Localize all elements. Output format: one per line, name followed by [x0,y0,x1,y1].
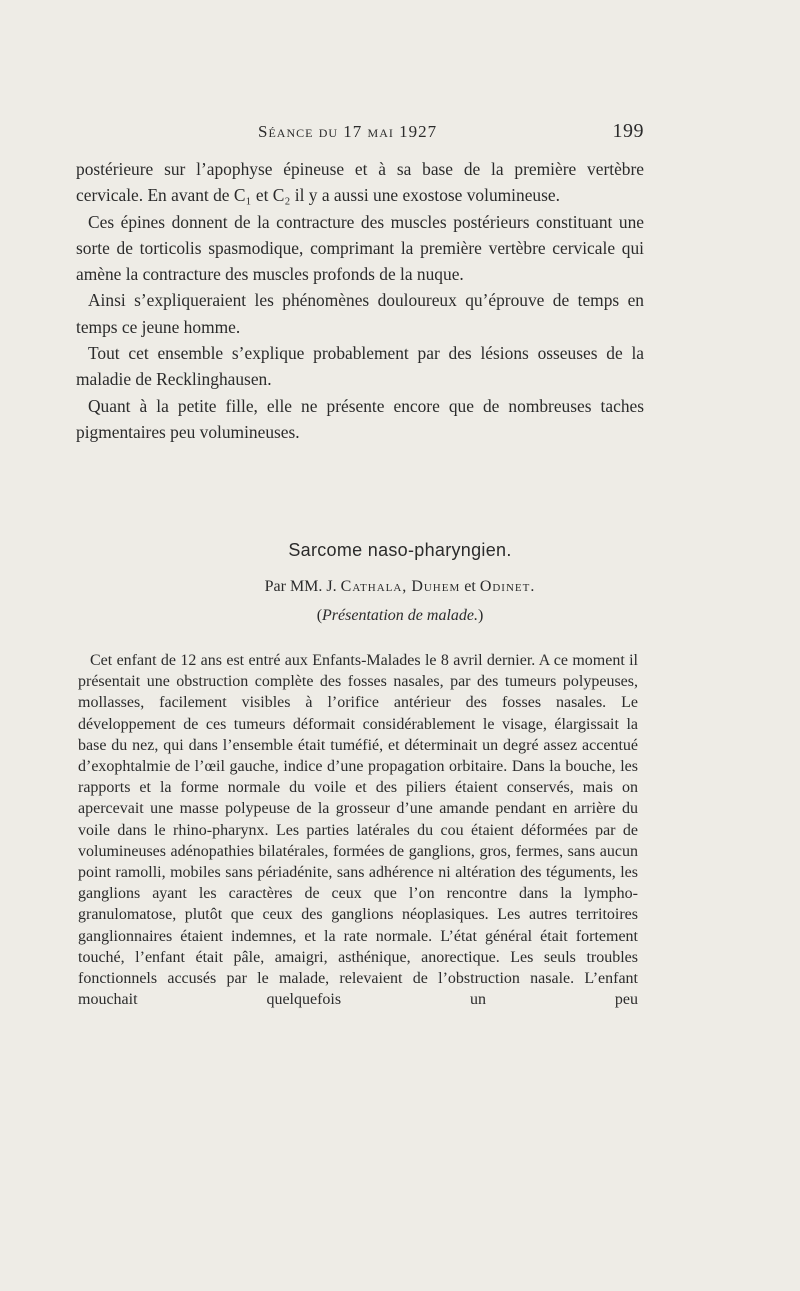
article-title: Sarcome naso-pharyngien. [288,540,512,560]
page-header [78,118,644,148]
authors-prefix: Par MM. J. [264,578,337,595]
authors-conjunction: et [464,578,476,595]
article-authors [0,578,800,596]
paragraph: Quant à la petite fille, elle ne présente encore que de nombreuses taches pigmentaires peu volumineuses. [76,395,644,442]
running-title: Séance du 17 mai 1927 [258,122,438,141]
presentation-note: (Présentation de malade.) [316,607,484,624]
paragraph: Cet enfant de 12 ans est entré aux Enfants-Malades le 8 avril dernier. A ce moment il présentait une obstruction complète des fosses nasales, par des tumeurs polypeuses, mollasses, facilement visibles à l’orifice antérieur des fosses nasales. Le développement de ces tumeurs déformait considérablement le visage, élargissait la base du nez, qui dans l’ensemble était tuméfié, et déterminait un degré assez accentué d’exophtalmie de l’œil gauche, indice d’une propagation orbitaire. Dans la bouche, les rapports et la forme normale du voile et des piliers étaient conservés, mais on apercevait une masse polypeuse de la grosseur d’une amande pendant en arrière du voile dans le rhino-pharynx. Les parties latérales du cou étaient déformées par de volumineuses adénopathies bilatérales, formées de ganglions, gros, fermes, sans aucun point ramolli, mobiles sans périadénite, sans adhérence ni altération des téguments, les ganglions ayant les caractères de ceux que l’on rencontre dans la lympho-granulomatose, plutôt que ceux des ganglions néoplasiques. Les autres territoires ganglionnaires étaient indemnes, et la rate normale. L’état général était fortement touché, l’enfant était pâle, amaigri, asthénique, anorectique. Les seuls troubles fonctionnels accusés par le malade, relevaient de l’obstruction nasale. L’enfant mouchait quelquefois un peu [78,652,638,1009]
paragraph: Tout cet ensemble s’explique probablement par des lésions osseuses de la maladie de Recklinghausen. [76,343,644,390]
author-name: Odinet. [479,578,536,595]
paragraph: Ces épines donnent de la contracture des muscles postérieurs constituant une sorte de torticolis spasmodique, comprimant la première vertèbre cervicale qui amène la contracture des muscles profonds de la nuque. [76,211,644,285]
presentation-text: Présentation de malade. [322,607,478,624]
continued-section [76,156,644,445]
author-name: Cathala, [340,578,408,595]
paragraph: postérieure sur l’apophyse épineuse et à sa base de la première vertèbre cervicale. En avant de C₁ et C₂ il y a aussi une exostose volumineuse. [76,159,644,206]
author-name: Duhem [411,578,461,595]
page-number: 199 [612,120,644,142]
article-body [78,650,638,1010]
paragraph: Ainsi s’expliqueraient les phénomènes douloureux qu’éprouve de temps en temps ce jeune homme. [76,290,644,337]
